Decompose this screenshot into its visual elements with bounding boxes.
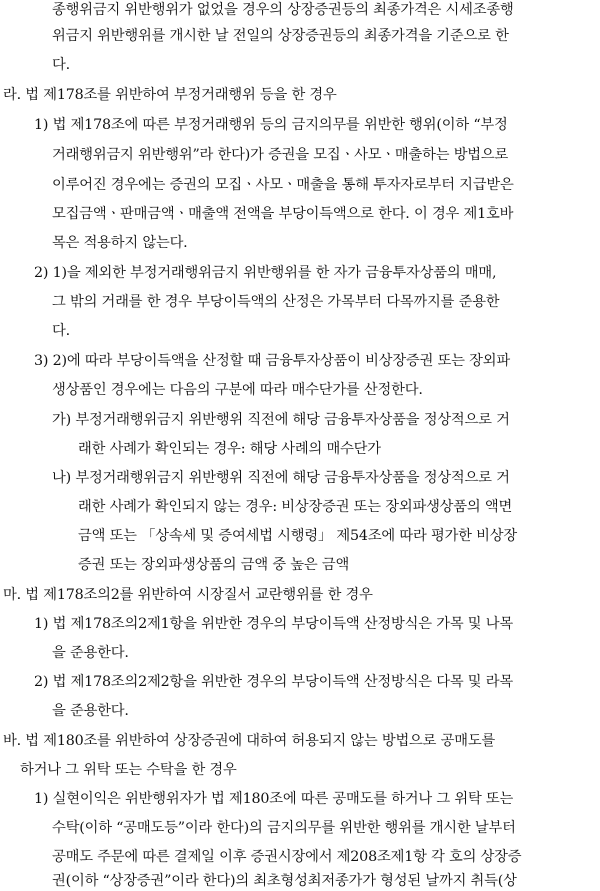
text-line: 하거나 그 위탁 또는 수탁을 한 경우 [20,762,237,778]
text-line: 종행위금지 위반행위가 없었을 경우의 상장증권등의 최종가격은 시세조종행 [52,2,514,18]
text-line: 2) 1)을 제외한 부정거래행위금지 위반행위를 한 자가 금융투자상품의 매매, [34,265,497,281]
text-line: 수탁(이하 “공매도등”이라 한다)의 금지의무를 위반한 행위를 개시한 날부터 [52,820,516,836]
text-line: 을 준용한다. [52,645,129,661]
text-line: 을 준용한다. [52,703,129,719]
text-line: 목은 적용하지 않는다. [52,235,188,251]
text-line: 나) 부정거래행위금지 위반행위 직전에 해당 금융투자상품을 정상적으로 거 [52,470,510,486]
text-line: 3) 2)에 따라 부당이득액을 산정할 때 금융투자상품이 비상장증권 또는 장외파 [34,353,510,369]
text-line: 그 밖의 거래를 한 경우 부당이득액의 산정은 가목부터 다목까지를 준용한 [52,294,500,310]
text-line: 이루어진 경우에는 증권의 모집ㆍ사모ㆍ매출을 통해 투자자로부터 지급받은 [52,177,514,193]
text-line: 1) 실현이익은 위반행위자가 법 제180조에 따른 공매도를 하거나 그 위탁 또는 [34,791,514,807]
text-line: 권(이하 “상장증권”이라 한다)의 최초형성최저종가가 형성된 날까지 취득(상 [52,873,517,889]
text-line: 공매도 주문에 따른 결제일 이후 증권시장에서 제208조제1항 각 호의 상장증 [52,849,522,865]
text-line: 위금지 위반행위를 개시한 날 전일의 상장증권등의 최종가격을 기준으로 한 [52,28,509,44]
text-line: 증권 또는 장외파생상품의 금액 중 높은 금액 [78,557,350,573]
text-line: 금액 또는 「상속세 및 증여세법 시행령」 제54조에 따라 평가한 비상장 [78,528,517,544]
text-line: 가) 부정거래행위금지 위반행위 직전에 해당 금융투자상품을 정상적으로 거 [52,412,510,428]
text-line: 모집금액ㆍ판매금액ㆍ매출액 전액을 부당이득액으로 한다. 이 경우 제1호바 [52,206,514,222]
text-line: 다. [52,57,70,73]
text-line: 래한 사례가 확인되는 경우: 해당 사례의 매수단가 [78,441,381,457]
text-line: 생상품인 경우에는 다음의 구분에 따라 매수단가를 산정한다. [52,382,423,398]
section-heading: 바. 법 제180조를 위반하여 상장증권에 대하여 허용되지 않는 방법으로 공매도를 [3,733,496,749]
section-heading: 라. 법 제178조를 위반하여 부정거래행위 등을 한 경우 [3,87,337,103]
text-line: 2) 법 제178조의2제2항을 위반한 경우의 부당이득액 산정방식은 다목 및 라목 [34,674,513,690]
text-line: 1) 법 제178조에 따른 부정거래행위 등의 금지의무를 위반한 행위(이하 “부정 [34,117,508,133]
text-line: 래한 사례가 확인되지 않는 경우: 비상장증권 또는 장외파생상품의 액면 [78,499,513,515]
text-line: 거래행위금지 위반행위”라 한다)가 증권을 모집ㆍ사모ㆍ매출하는 방법으로 [52,147,509,163]
text-line: 1) 법 제178조의2제1항을 위반한 경우의 부당이득액 산정방식은 가목 및 나목 [34,616,513,632]
text-line: 다. [52,323,70,339]
section-heading: 마. 법 제178조의2를 위반하여 시장질서 교란행위를 한 경우 [3,587,373,603]
